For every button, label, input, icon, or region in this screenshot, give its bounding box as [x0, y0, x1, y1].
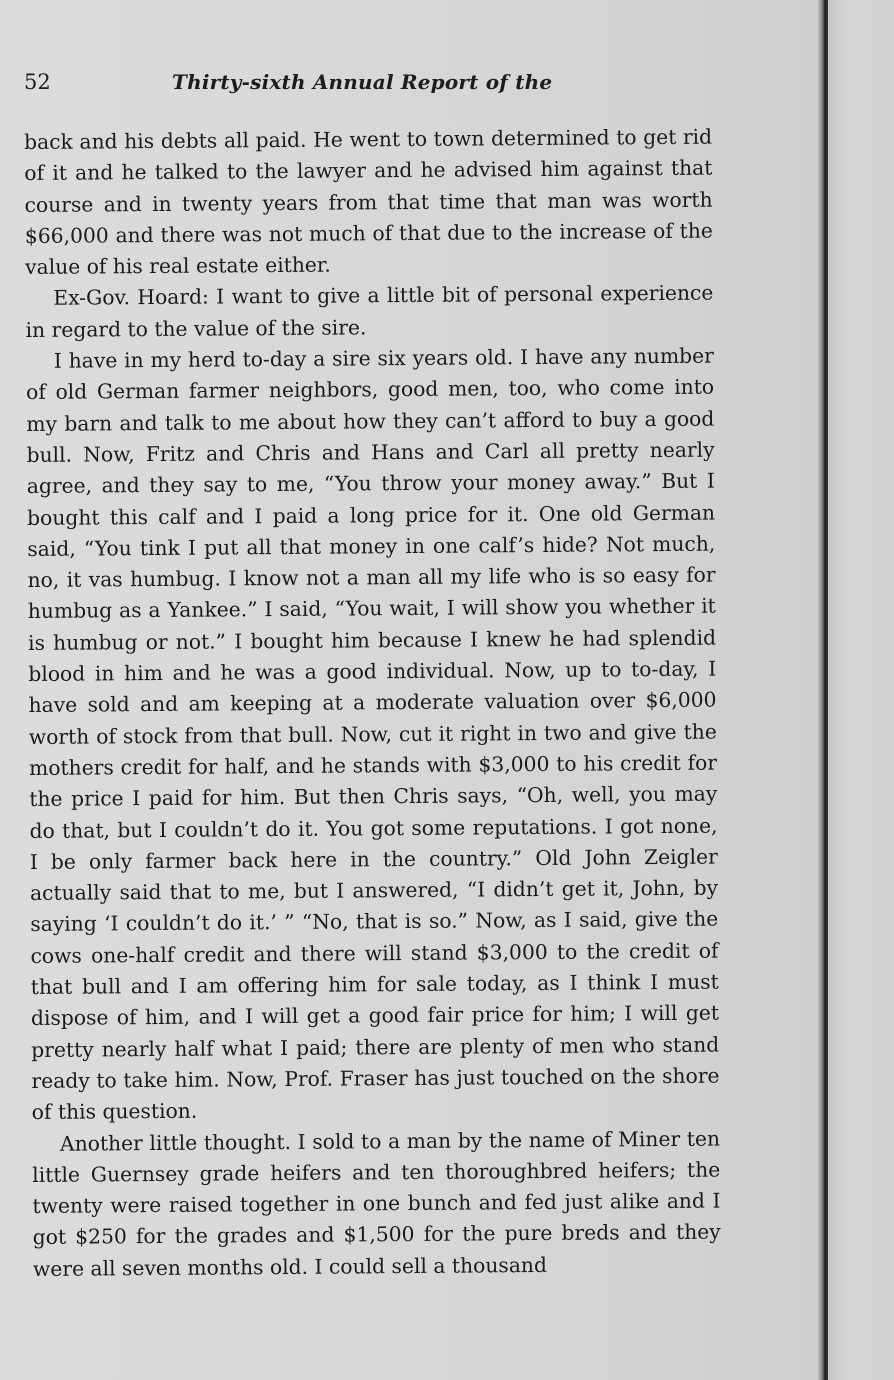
page-header [24, 66, 704, 102]
book-gutter [818, 0, 828, 1380]
body-text [24, 122, 721, 1285]
facing-page-edge [828, 0, 894, 1380]
paragraph-sire-story: I have in my herd to-day a sire six years old. I have any number of old German farmer neighbors, good men, too, who come into my barn and talk to me about how they can’t afford to buy a good bull. Now, Fritz and Chris and Hans and Carl all pretty nearly agree, and they say to me, “You throw your money away.” But I bought this calf and I paid a long price for it. One old German said, “You tink I put all that money in one calf’s hide? Not much, no, it vas humbug. I know not a man all my life who is so easy for humbug as a Yankee.” I said, “You wait, I will show you whether it is humbug or not.” I bought him because I knew he had splendid blood in him and he was a good individual. Now, up to to-day, I have sold and am keeping at a moderate valuation over $6,000 worth of stock from that bull. Now, cut it right in two and give the mothers credit for half, and he stands with $3,000 to his credit for the price I paid for him. But then Chris says, “Oh, well, you may do that, but I couldn’t do it. You got some reputations. I got none, I be only farmer back here in the country.” Old John Zeigler actually said that to me, but I answered, “I didn’t get it, John, by saying ‘I couldn’t do it.’ ” “No, that is so.” Now, as I said, give the cows one-half credit and there will stand $3,000 to the credit of that bull and I am offering him for sale today, as I think I must dispose of him, and I will get a good fair price for him; I will get pretty nearly half what I paid; there are plenty of men who stand ready to take him. Now, Prof. Fraser has just touched on the shore of this question. [25, 343, 720, 1125]
running-title: Thirty-sixth Annual Report of the [172, 70, 553, 94]
paragraph-hoard-intro: Ex-Gov. Hoard: I want to give a little bit of personal experience in regard to the value of the sire. [25, 281, 714, 342]
paragraph-heifers: Another little thought. I sold to a man by the name of Miner ten little Guernsey grade heifers and ten thoroughbred heifers; the twenty were raised together in one bunch and fed just alike and I got $250 for the grades and $1,500 for the pure breds and they were all seven months old. I could sell a thousand [32, 1126, 721, 1281]
paragraph-debts: back and his debts all paid. He went to town determined to get rid of it and he talked to the lawyer and he advised him against that course and in twenty years from that time that man was worth $66,000 and there was not much of that due to the increase of the value of his real estate either. [24, 124, 713, 280]
page-number: 52 [24, 70, 51, 94]
